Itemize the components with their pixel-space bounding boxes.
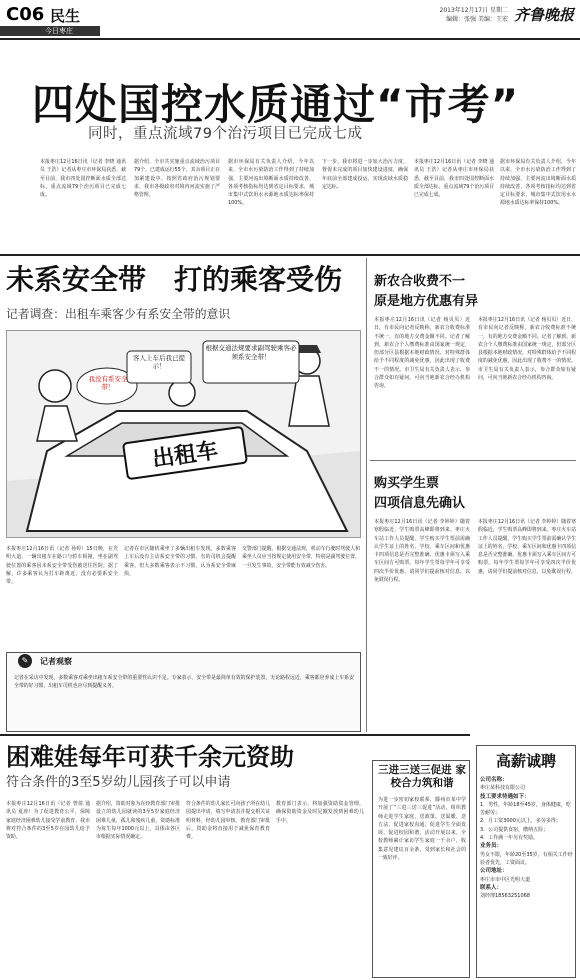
issue-info	[338, 6, 508, 24]
lead-col-2: 据介绍，全市共实施重点流域治污项目79个，已建成运行55个，其余项目正在加紧建设中。按照省政府治污规划要求，我市各级政府对境内河流实施了严格管理。	[134, 159, 220, 199]
note-title: 记者观察	[40, 657, 72, 666]
recruitment-body	[480, 776, 573, 900]
address-label: 公司地址：	[480, 868, 508, 875]
note-text: 记者在采访中发现，多数乘客对乘坐出租车系安全带的重要性认识不足。专家表示，安全带是最简单有效的保护装置，无论路程远近，乘客都应养成上车系安全带的好习惯，出租车司机也应尽到提醒义务。	[14, 675, 354, 690]
story3-col-4: 教育部门表示，将加强资助资金管理，确保资助资金及时足额发放到困难幼儿手中。	[276, 801, 364, 824]
lead-col-6: 据市环保局有关负责人介绍，今年以来，全市水污染防治工作得到了持续加强，主要河流出境断面水质持续改善，各项考核指标均达到省定目标要求，城市集中式饮用水水源地水质达标率保持100%。	[500, 159, 576, 207]
side1-col-2: 本报枣庄12月16日讯（记者 杨贝贝）近日，有市民向记者反映称，新农合收费标准不统一，有的地方交费金额不同。记者了解到，新农合个人缴费标准由国家统一规定，但部分区县根据本地财政情况，对特殊群体给予不同程度的减免优惠，因此出现了收费不一的情况。市卫生局有关负责人表示，参合群众如有疑问，可向当地新农合经办机构咨询。	[478, 317, 576, 382]
recruitment-title: 高薪诚聘	[495, 752, 556, 770]
side-divider	[370, 460, 576, 461]
school-activity-text: 为进一步密切家校联系，滕州市某中学开展了“三进三送三促进”活动，组织教师走进学生家庭，送政策、送温暖、送方法，促进家校沟通，促进学生全面发展，促进校园和谐。活动开展以来，全校教师累计家访学生家庭一千余户，收集意见建议百余条，受到家长和社会的一致好评。	[378, 797, 466, 862]
bubble-driver: 客人上车后我已提示！	[133, 354, 185, 370]
story3-col-2: 据介绍，资助对象为在经教育部门审批设立的幼儿园就读的3至5岁家庭经济困难儿童、孤儿和残疾儿童，资助标准为每生每年1000元以上，具体由各区市根据实际情况确定。	[96, 801, 180, 841]
side2-col-2: 本报枣庄12月16日讯（记者 李婷婷）随着寒假临近，学生购票高峰即将到来。枣庄火车站工作人员提醒，学生购买学生票前需确认学生证上的姓名、学校、乘车区间和优惠卡四项信息是否完整准确，优惠卡须写入乘车区间方可购票。每年学生票每学年可享受四次半价优惠，请同学们提前核对信息，以免耽误行程。	[478, 519, 576, 575]
requirement-3: 3．公司提供食宿，缴纳五险；	[480, 826, 549, 833]
issue-date: 2013年12月17日 星期二	[439, 7, 508, 14]
requirement-4: 4．工作满一年另有奖励。	[480, 835, 539, 842]
contact-label: 联系人：	[480, 884, 503, 891]
position-2: 业务员：	[480, 843, 503, 850]
note-pen-icon: ✎	[18, 654, 32, 668]
lead-col-5: 本报枣庄12月16日讯（记者 李晓 通讯员 王浩）记者从枣庄市环保局获悉，截至目前，我市四处国控断面水质全部达标，重点流域79个治污项目已完成七成。	[414, 159, 494, 199]
story2-col-3: 交警部门提醒，根据交通法规，机动车行驶时驾驶人和乘坐人员应当按规定使用安全带，特别是副驾驶位置，一旦发生事故，安全带能有效减少伤害。	[242, 546, 360, 569]
side1-headline-1: 新农合收费不一	[374, 274, 466, 289]
side2-headline-2: 四项信息先确认	[374, 496, 466, 511]
side1-col-1: 本报枣庄12月16日讯（记者 杨贝贝）近日，有市民向记者反映称，新农合收费标准不统一，有的地方交费金额不同。记者了解到，新农合个人缴费标准由国家统一规定，但部分区县根据本地财政情况，对特殊群体给予不同程度的减免优惠，因此出现了收费不一的情况。市卫生局有关负责人表示，参合群众如有疑问，可向当地新农合经办机构咨询。	[374, 317, 470, 390]
story3-col-3: 符合条件的幼儿家长可向孩子所在幼儿园提出申请，填写申请表并提交相关证明材料，经幼儿园审核、教育部门审批后，资助金将直接用于减免保育教育费。	[186, 801, 270, 841]
lead-col-3: 据市环保局有关负责人介绍，今年以来，全市水污染防治工作得到了持续加强，主要河流出境断面水质持续改善，各项考核指标均达到省定目标要求，城市集中式饮用水水源地水质达标率保持100%。	[228, 159, 314, 207]
bubble-police: 根据交通法规要求副驾驶乘客必须系安全带！	[205, 344, 297, 361]
editors: 编辑：张强 美编：王宏	[446, 16, 508, 23]
story3-subhead: 符合条件的3至5岁幼儿园孩子可以申请	[6, 775, 231, 790]
bubble-passenger: 我没有系安全带！	[88, 375, 128, 391]
taxi-sign: 出租车	[150, 437, 220, 473]
side1-headline-2: 原是地方优惠有异	[374, 294, 479, 309]
lead-rule	[0, 254, 580, 256]
story3-headline: 困难娃每年可获千余元资助	[6, 743, 294, 771]
section-name: 民生	[50, 7, 81, 25]
requirement-2: 2．月工资3000元以上，多劳多得；	[480, 818, 561, 825]
column-divider	[366, 258, 367, 732]
school-activity-title: 三进三送三促进 家校合力筑和谐	[378, 764, 466, 789]
address: 枣庄市市中区光明大道	[480, 876, 531, 883]
story2-col-1: 本报枣庄12月16日讯（记者 孙婷）15日晚，在光明大道，一辆出租车在路口与轿车相撞，坐在副驾驶位置的乘客因未系安全带受伤被送往医院。据了解，许多乘客认为打车距离近，没有必要系安全带。	[6, 546, 118, 586]
side2-col-1: 本报枣庄12月16日讯（记者 李婷婷）随着寒假临近，学生购票高峰即将到来。枣庄火车站工作人员提醒，学生购买学生票前需确认学生证上的姓名、学校、乘车区间和优惠卡四项信息是否完整准确，优惠卡须写入乘车区间方可购票。每年学生票每学年可享受四次半价优惠，请同学们提前核对信息，以免耽误行程。	[374, 519, 470, 584]
requirement-5: 男女不限，年龄20至35岁，有相关工作经验者优先，工资面议。	[480, 851, 573, 866]
company-label: 公司名称：	[480, 777, 508, 783]
lead-col-1: 本报枣庄12月16日讯（记者 李晓 通讯员 王浩）记者从枣庄市环保局获悉，截至目前，我市四处国控断面水质全部达标，重点流域79个治污项目已完成七成。	[40, 159, 126, 199]
contact-phone: 刘经理18563251068	[480, 893, 530, 900]
taxi-illustration	[6, 330, 361, 538]
page-code: C06	[6, 4, 45, 25]
lead-headline: 四处国控水质通过“市考”	[32, 80, 520, 129]
story2-subhead: 记者调查：出租车乘客少有系安全带的意识	[6, 307, 231, 321]
company-name: 枣庄某科技有限公司	[480, 785, 526, 792]
position-1: 技工要求待遇如下：	[480, 793, 530, 800]
paper-logo: 齐鲁晚报	[513, 6, 574, 24]
lead-col-4: 下一步，我市将进一步加大治污力度，督促未完成的项目加快建设进度，确保年底前全部建成投运，实现流域水质稳定达标。	[322, 159, 408, 190]
side2-headline-1: 购买学生票	[374, 476, 440, 491]
sub-section-bar: 今日枣庄	[0, 26, 100, 36]
story3-rule	[0, 734, 470, 736]
requirement-1: 1．男性，年龄18至45岁，身体健康，吃苦耐劳；	[480, 801, 571, 817]
story3-col-1: 本报枣庄12月16日讯（记者 曾倩 通讯员 夏涛）为了促进教育公平，保障家庭经济困难幼儿接受学前教育，我市将对符合条件的3至5岁在园幼儿给予资助。	[6, 801, 90, 841]
lead-subhead: 同时，重点流域79个治污项目已完成七成	[88, 126, 363, 142]
masthead-rule	[0, 38, 580, 40]
story2-headline: 未系安全带 打的乘客受伤	[6, 263, 343, 296]
story2-col-2: 记者在市区随机乘坐了多辆出租车发现，多数乘客上车后没有主动系安全带的习惯，有的司机会提醒乘客，但大多数乘客表示不习惯，认为系安全带麻烦。	[124, 546, 236, 577]
